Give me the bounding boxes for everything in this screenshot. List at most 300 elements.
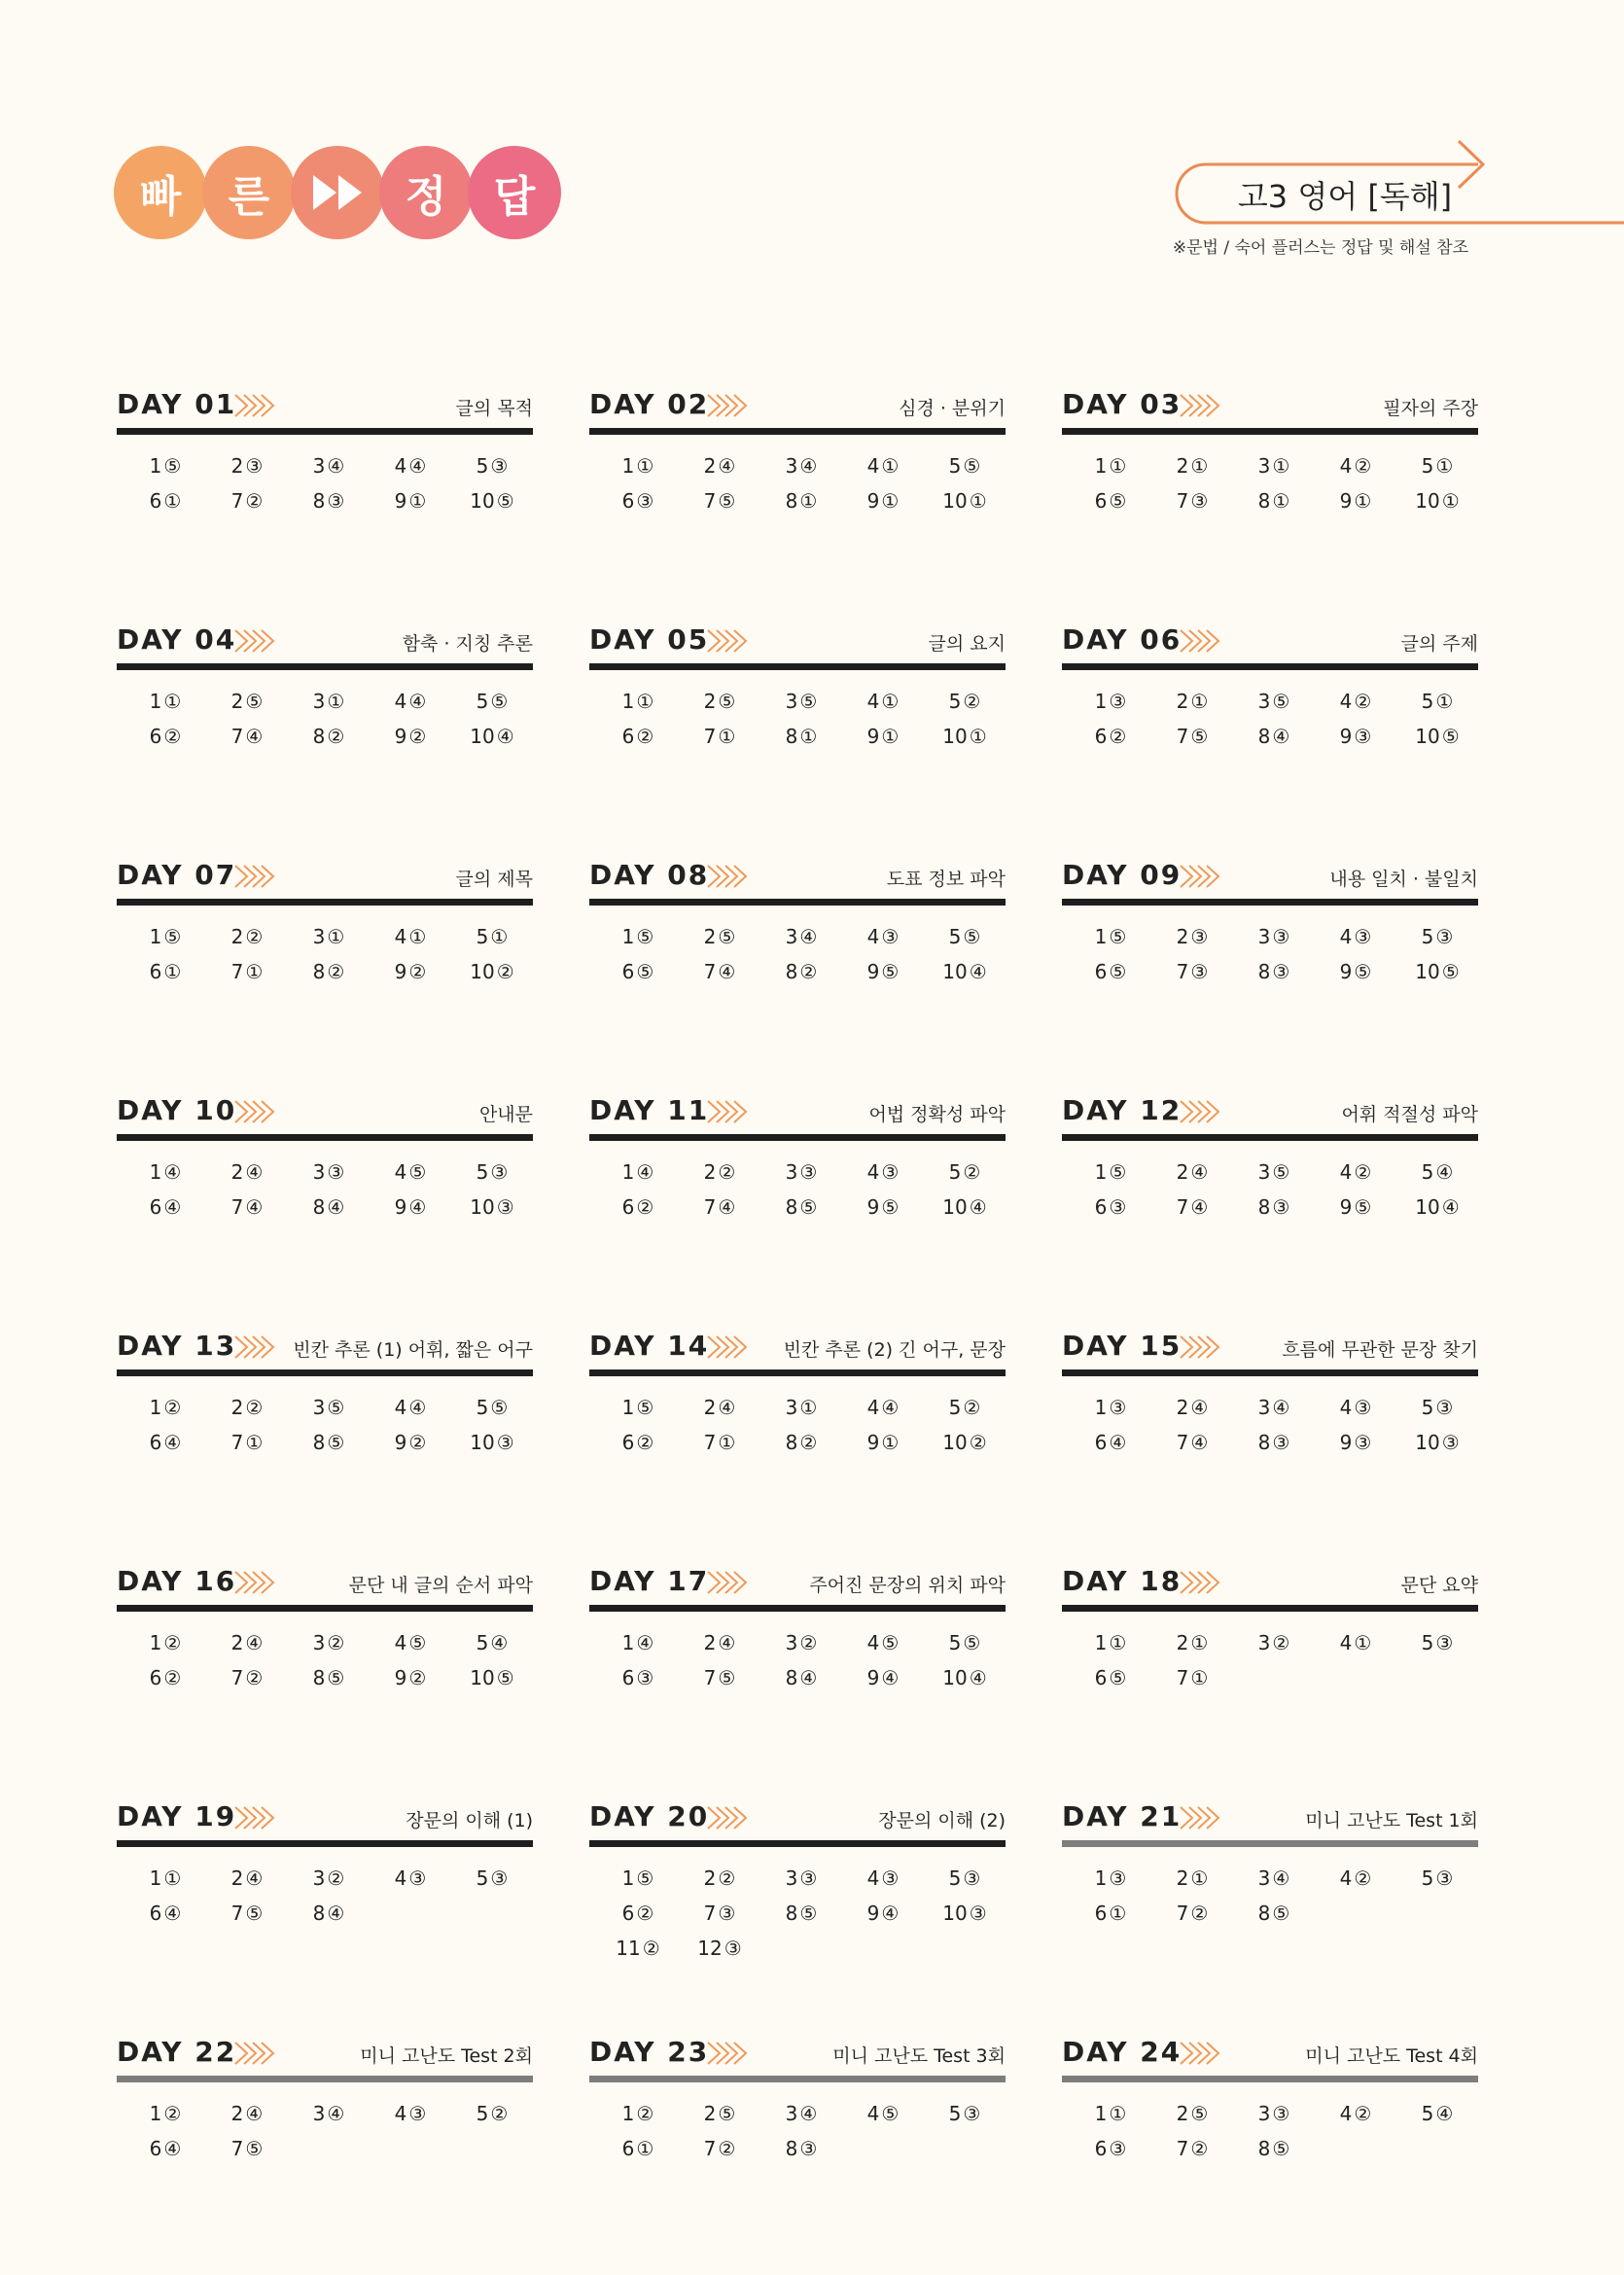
question-number: 6 bbox=[621, 1902, 635, 1925]
answer-choice: ① bbox=[1272, 489, 1290, 513]
answer-choice: ④ bbox=[408, 1195, 427, 1219]
answer-item bbox=[760, 690, 842, 713]
answer-item bbox=[1396, 2102, 1478, 2125]
answer-choice: ③ bbox=[1190, 925, 1209, 948]
day-header bbox=[589, 1796, 1006, 1839]
answer-choice: ③ bbox=[327, 1160, 345, 1184]
answer-item bbox=[924, 1160, 1006, 1184]
day-label: DAY 18 bbox=[1062, 1565, 1183, 1597]
answer-list bbox=[1062, 1160, 1478, 1219]
answer-item bbox=[842, 960, 924, 983]
question-number: 2 bbox=[1176, 925, 1189, 948]
answer-choice: ④ bbox=[969, 1195, 987, 1219]
answer-item bbox=[924, 960, 1006, 983]
answer-choice: ① bbox=[881, 489, 900, 513]
day-header bbox=[1062, 1561, 1478, 1604]
answer-item bbox=[1070, 1160, 1151, 1184]
day-topic: 내용 일치 · 불일치 bbox=[1329, 869, 1478, 890]
day-topic: 미니 고난도 Test 3회 bbox=[832, 2045, 1006, 2067]
answer-choice: ③ bbox=[1190, 489, 1209, 513]
answer-choice: ③ bbox=[1109, 690, 1127, 713]
answer-item bbox=[924, 1631, 1006, 1654]
answer-choice: ⑤ bbox=[1272, 1160, 1290, 1184]
question-number: 2 bbox=[230, 454, 244, 478]
day-topic: 함축 · 지칭 추론 bbox=[402, 633, 533, 655]
day-label: DAY 02 bbox=[589, 388, 710, 420]
divider bbox=[117, 1134, 533, 1141]
divider bbox=[1062, 1134, 1478, 1141]
subject-badge bbox=[1167, 159, 1624, 223]
answer-choice: ① bbox=[1109, 2102, 1127, 2125]
answer-choice: ② bbox=[490, 2102, 509, 2125]
chevron-arrows-icon bbox=[1179, 2040, 1225, 2067]
answer-choice: ④ bbox=[881, 1396, 900, 1419]
answer-list bbox=[589, 2102, 1006, 2160]
question-number: 2 bbox=[703, 1160, 717, 1184]
answer-item bbox=[679, 690, 760, 713]
question-number: 3 bbox=[312, 1396, 326, 1419]
answer-choice: ⑤ bbox=[245, 1902, 264, 1925]
question-number: 7 bbox=[230, 1666, 244, 1689]
question-number: 10 bbox=[470, 725, 495, 748]
question-number: 5 bbox=[948, 1866, 962, 1890]
answer-choice: ③ bbox=[1272, 2102, 1290, 2125]
answer-item bbox=[1151, 2137, 1233, 2160]
divider bbox=[117, 1605, 533, 1612]
answer-choice: ③ bbox=[490, 1160, 509, 1184]
answer-choice: ② bbox=[496, 960, 514, 983]
title-circle: 답 bbox=[468, 146, 561, 239]
answer-item bbox=[924, 1866, 1006, 1890]
answer-choice: ⑤ bbox=[1190, 2102, 1209, 2125]
answer-list bbox=[1062, 1866, 1478, 1925]
question-number: 7 bbox=[230, 725, 244, 748]
question-number: 7 bbox=[1176, 1902, 1189, 1925]
answer-item bbox=[760, 1431, 842, 1454]
question-number: 6 bbox=[1094, 1902, 1108, 1925]
day-label: DAY 20 bbox=[589, 1800, 710, 1832]
answer-item bbox=[124, 2102, 206, 2125]
answer-item bbox=[842, 1195, 924, 1219]
answer-item bbox=[288, 1666, 370, 1689]
answer-item bbox=[1070, 725, 1151, 748]
answer-item bbox=[1151, 690, 1233, 713]
day-block bbox=[117, 2032, 533, 2160]
answer-choice: ③ bbox=[1354, 1396, 1372, 1419]
question-number: 5 bbox=[1421, 454, 1434, 478]
question-number: 9 bbox=[1339, 960, 1353, 983]
day-block bbox=[589, 1326, 1006, 1454]
answer-choice: ⑤ bbox=[163, 925, 182, 948]
answer-item bbox=[760, 925, 842, 948]
answer-choice: ① bbox=[490, 925, 509, 948]
question-number: 10 bbox=[470, 1431, 495, 1454]
answer-item bbox=[924, 2102, 1006, 2125]
day-header bbox=[589, 620, 1006, 662]
answer-choice: ① bbox=[1435, 690, 1454, 713]
answer-choice: ④ bbox=[496, 725, 514, 748]
question-number: 2 bbox=[703, 690, 717, 713]
divider bbox=[1062, 663, 1478, 670]
chevron-arrows-icon bbox=[706, 392, 753, 419]
question-number: 2 bbox=[230, 2102, 244, 2125]
answer-item bbox=[597, 1866, 679, 1890]
answer-item bbox=[1396, 489, 1478, 513]
answer-choice: ② bbox=[969, 1431, 987, 1454]
day-header bbox=[117, 1326, 533, 1369]
question-number: 9 bbox=[1339, 1195, 1353, 1219]
answer-item bbox=[1396, 1866, 1478, 1890]
question-number: 2 bbox=[1176, 1396, 1189, 1419]
day-block bbox=[1062, 1326, 1478, 1454]
day-header bbox=[589, 2032, 1006, 2075]
answer-item bbox=[206, 2137, 288, 2160]
answer-choice: ⑤ bbox=[799, 690, 818, 713]
answer-item bbox=[1070, 1902, 1151, 1925]
answer-choice: ④ bbox=[1272, 1866, 1290, 1890]
question-number: 1 bbox=[1094, 1631, 1108, 1654]
question-number: 2 bbox=[230, 1631, 244, 1654]
answer-choice: ④ bbox=[408, 1396, 427, 1419]
answer-item bbox=[760, 960, 842, 983]
answer-choice: ⑤ bbox=[496, 1666, 514, 1689]
day-label: DAY 12 bbox=[1062, 1094, 1183, 1126]
question-number: 2 bbox=[230, 925, 244, 948]
day-block bbox=[117, 1561, 533, 1689]
answer-item bbox=[1233, 454, 1315, 478]
answer-choice: ② bbox=[327, 1866, 345, 1890]
answer-choice: ③ bbox=[1354, 725, 1372, 748]
question-number: 4 bbox=[866, 1396, 880, 1419]
answer-item bbox=[1396, 1631, 1478, 1654]
answer-choice: ⑤ bbox=[1441, 960, 1460, 983]
divider bbox=[117, 2076, 533, 2082]
answer-choice: ① bbox=[1190, 1866, 1209, 1890]
day-header bbox=[1062, 620, 1478, 662]
answer-choice: ⑤ bbox=[408, 1631, 427, 1654]
day-block bbox=[1062, 1796, 1478, 1925]
question-number: 3 bbox=[785, 454, 798, 478]
answer-item bbox=[1151, 489, 1233, 513]
day-topic: 글의 주제 bbox=[1400, 633, 1478, 655]
answer-item bbox=[924, 1666, 1006, 1689]
answer-item bbox=[206, 1631, 288, 1654]
question-number: 8 bbox=[785, 725, 798, 748]
answer-item bbox=[1151, 1631, 1233, 1654]
divider bbox=[1062, 899, 1478, 906]
day-header bbox=[117, 1090, 533, 1133]
answer-choice: ④ bbox=[163, 2137, 182, 2160]
answer-item bbox=[1233, 1902, 1315, 1925]
question-number: 9 bbox=[394, 489, 407, 513]
answer-item bbox=[124, 489, 206, 513]
day-header bbox=[1062, 1090, 1478, 1133]
answer-item bbox=[451, 1666, 533, 1689]
answer-choice: ④ bbox=[1441, 1195, 1460, 1219]
answer-choice: ⑤ bbox=[718, 690, 736, 713]
day-label: DAY 22 bbox=[117, 2036, 237, 2068]
question-number: 5 bbox=[1421, 1160, 1434, 1184]
answer-item bbox=[924, 725, 1006, 748]
chevron-arrows-icon bbox=[233, 1333, 280, 1361]
answer-choice: ④ bbox=[881, 1902, 900, 1925]
answer-item bbox=[451, 1866, 533, 1890]
answer-item bbox=[288, 489, 370, 513]
reference-note: ※문법 / 숙어 플러스는 정답 및 해설 참조 bbox=[1172, 238, 1468, 258]
answer-list bbox=[589, 454, 1006, 513]
question-number: 5 bbox=[948, 925, 962, 948]
answer-item bbox=[842, 1866, 924, 1890]
day-topic: 문단 내 글의 순서 파악 bbox=[348, 1575, 533, 1596]
answer-item bbox=[1233, 1160, 1315, 1184]
day-header bbox=[1062, 1796, 1478, 1839]
answer-item bbox=[1233, 1866, 1315, 1890]
answer-item bbox=[679, 1431, 760, 1454]
day-block bbox=[1062, 1090, 1478, 1219]
answer-item bbox=[1396, 725, 1478, 748]
answer-choice: ④ bbox=[1435, 2102, 1454, 2125]
answer-choice: ② bbox=[327, 960, 345, 983]
answer-choice: ③ bbox=[496, 1431, 514, 1454]
divider bbox=[589, 1605, 1006, 1612]
question-number: 8 bbox=[312, 960, 326, 983]
answer-choice: ⑤ bbox=[963, 1631, 981, 1654]
question-number: 8 bbox=[312, 1902, 326, 1925]
answer-item bbox=[924, 925, 1006, 948]
answer-item bbox=[1151, 1902, 1233, 1925]
chevron-arrows-icon bbox=[233, 863, 280, 890]
question-number: 5 bbox=[476, 690, 489, 713]
answer-item bbox=[1233, 960, 1315, 983]
day-topic: 장문의 이해 (2) bbox=[878, 1810, 1006, 1831]
question-number: 3 bbox=[785, 690, 798, 713]
answer-item bbox=[451, 1396, 533, 1419]
question-number: 1 bbox=[1094, 1866, 1108, 1890]
day-header bbox=[117, 1796, 533, 1839]
day-block bbox=[589, 620, 1006, 748]
question-number: 7 bbox=[703, 1195, 717, 1219]
answer-item bbox=[370, 1396, 451, 1419]
question-number: 7 bbox=[1176, 489, 1189, 513]
answer-choice: ④ bbox=[1190, 1431, 1209, 1454]
answer-choice: ② bbox=[1354, 454, 1372, 478]
answer-choice: ① bbox=[327, 925, 345, 948]
question-number: 10 bbox=[942, 1902, 968, 1925]
question-number: 2 bbox=[703, 454, 717, 478]
question-number: 9 bbox=[394, 960, 407, 983]
answer-choice: ② bbox=[636, 2102, 654, 2125]
question-number: 9 bbox=[866, 489, 880, 513]
answer-item bbox=[451, 1160, 533, 1184]
question-number: 1 bbox=[1094, 1396, 1108, 1419]
question-number: 3 bbox=[785, 925, 798, 948]
answer-item bbox=[842, 489, 924, 513]
day-label: DAY 11 bbox=[589, 1094, 710, 1126]
answer-choice: ④ bbox=[245, 1866, 264, 1890]
answer-item bbox=[679, 1396, 760, 1419]
answer-list bbox=[1062, 1631, 1478, 1689]
day-label: DAY 06 bbox=[1062, 623, 1183, 656]
answer-item bbox=[1233, 1195, 1315, 1219]
answer-choice: ① bbox=[1109, 454, 1127, 478]
answer-choice: ④ bbox=[163, 1195, 182, 1219]
answer-list bbox=[117, 2102, 533, 2160]
answer-item bbox=[1233, 489, 1315, 513]
answer-item bbox=[760, 1902, 842, 1925]
question-number: 9 bbox=[394, 1666, 407, 1689]
question-number: 9 bbox=[866, 960, 880, 983]
day-header bbox=[1062, 2032, 1478, 2075]
answer-item bbox=[1315, 1396, 1396, 1419]
question-number: 4 bbox=[866, 690, 880, 713]
answer-choice: ④ bbox=[245, 1160, 264, 1184]
question-number: 4 bbox=[394, 1631, 407, 1654]
answer-choice: ② bbox=[245, 1666, 264, 1689]
question-number: 4 bbox=[1339, 1631, 1353, 1654]
answer-choice: ④ bbox=[408, 454, 427, 478]
day-topic: 안내문 bbox=[478, 1104, 533, 1125]
answer-choice: ④ bbox=[1190, 1160, 1209, 1184]
answer-choice: ① bbox=[245, 960, 264, 983]
answer-item bbox=[1396, 1195, 1478, 1219]
day-topic: 어법 정확성 파악 bbox=[868, 1104, 1006, 1125]
answer-choice: ④ bbox=[490, 1631, 509, 1654]
day-label: DAY 01 bbox=[117, 388, 237, 420]
answer-choice: ⑤ bbox=[408, 1160, 427, 1184]
chevron-arrows-icon bbox=[1179, 1804, 1225, 1831]
question-number: 10 bbox=[1415, 489, 1440, 513]
answer-choice: ⑤ bbox=[245, 690, 264, 713]
question-number: 6 bbox=[149, 725, 162, 748]
answer-choice: ① bbox=[1190, 1631, 1209, 1654]
day-block bbox=[117, 620, 533, 748]
answer-choice: ① bbox=[163, 489, 182, 513]
answer-choice: ⑤ bbox=[1272, 690, 1290, 713]
answer-item bbox=[679, 1666, 760, 1689]
question-number: 2 bbox=[703, 1396, 717, 1419]
answer-item bbox=[679, 925, 760, 948]
question-number: 1 bbox=[149, 454, 162, 478]
chevron-arrows-icon bbox=[233, 1569, 280, 1596]
answer-item bbox=[1315, 690, 1396, 713]
question-number: 10 bbox=[470, 1666, 495, 1689]
answer-list bbox=[117, 690, 533, 748]
question-number: 3 bbox=[1257, 1396, 1271, 1419]
question-number: 12 bbox=[697, 1937, 723, 1960]
chevron-arrows-icon bbox=[233, 1098, 280, 1125]
question-number: 4 bbox=[866, 2102, 880, 2125]
divider bbox=[589, 2076, 1006, 2082]
answer-item bbox=[1315, 1431, 1396, 1454]
answer-item bbox=[451, 725, 533, 748]
answer-item bbox=[206, 1396, 288, 1419]
day-label: DAY 17 bbox=[589, 1565, 710, 1597]
answer-item bbox=[370, 1631, 451, 1654]
answer-list bbox=[1062, 925, 1478, 983]
question-number: 2 bbox=[703, 1866, 717, 1890]
question-number: 4 bbox=[394, 2102, 407, 2125]
answer-item bbox=[1070, 1431, 1151, 1454]
answer-item bbox=[370, 690, 451, 713]
answer-choice: ② bbox=[1354, 1866, 1372, 1890]
question-number: 7 bbox=[703, 1431, 717, 1454]
answer-choice: ③ bbox=[636, 489, 654, 513]
answer-choice: ① bbox=[408, 925, 427, 948]
question-number: 9 bbox=[866, 1431, 880, 1454]
answer-item bbox=[206, 1431, 288, 1454]
answer-item bbox=[760, 1866, 842, 1890]
question-number: 6 bbox=[149, 2137, 162, 2160]
answer-choice: ① bbox=[799, 725, 818, 748]
answer-choice: ③ bbox=[963, 2102, 981, 2125]
question-number: 5 bbox=[476, 2102, 489, 2125]
day-topic: 미니 고난도 Test 4회 bbox=[1305, 2045, 1478, 2067]
answer-item bbox=[206, 690, 288, 713]
answer-choice: ② bbox=[1109, 725, 1127, 748]
question-number: 3 bbox=[312, 1631, 326, 1654]
divider bbox=[117, 1369, 533, 1376]
answer-item bbox=[451, 489, 533, 513]
day-block bbox=[117, 1326, 533, 1454]
question-number: 8 bbox=[1257, 1902, 1271, 1925]
day-block bbox=[117, 855, 533, 983]
question-number: 7 bbox=[1176, 960, 1189, 983]
answer-item bbox=[370, 454, 451, 478]
answer-item bbox=[1151, 725, 1233, 748]
answer-item bbox=[370, 960, 451, 983]
answer-item bbox=[1151, 1866, 1233, 1890]
answer-choice: ② bbox=[1190, 2137, 1209, 2160]
question-number: 2 bbox=[230, 1396, 244, 1419]
answer-item bbox=[1233, 1396, 1315, 1419]
answer-item bbox=[1396, 454, 1478, 478]
answer-choice: ⑤ bbox=[490, 1396, 509, 1419]
answer-choice: ② bbox=[963, 1396, 981, 1419]
answer-choice: ④ bbox=[245, 1195, 264, 1219]
answer-choice: ② bbox=[636, 725, 654, 748]
question-number: 3 bbox=[312, 454, 326, 478]
day-header bbox=[1062, 855, 1478, 898]
answer-list bbox=[589, 925, 1006, 983]
day-block bbox=[117, 1090, 533, 1219]
answer-choice: ④ bbox=[1435, 1160, 1454, 1184]
answer-item bbox=[124, 1195, 206, 1219]
day-block bbox=[589, 855, 1006, 983]
day-block bbox=[117, 1796, 533, 1925]
answer-item bbox=[124, 454, 206, 478]
answer-item bbox=[1233, 690, 1315, 713]
answer-choice: ④ bbox=[163, 1160, 182, 1184]
question-number: 5 bbox=[948, 1396, 962, 1419]
answer-choice: ② bbox=[718, 1866, 736, 1890]
question-number: 9 bbox=[394, 1431, 407, 1454]
chevron-arrows-icon bbox=[1179, 1569, 1225, 1596]
question-number: 7 bbox=[1176, 1666, 1189, 1689]
answer-item bbox=[760, 1396, 842, 1419]
question-number: 10 bbox=[1415, 725, 1440, 748]
answer-list bbox=[589, 1160, 1006, 1219]
question-number: 10 bbox=[1415, 960, 1440, 983]
question-number: 5 bbox=[948, 454, 962, 478]
answer-item bbox=[597, 1195, 679, 1219]
question-number: 10 bbox=[1415, 1431, 1440, 1454]
question-number: 8 bbox=[312, 1431, 326, 1454]
day-header bbox=[589, 1090, 1006, 1133]
answer-choice: ④ bbox=[969, 1666, 987, 1689]
answer-choice: ③ bbox=[1435, 1631, 1454, 1654]
question-number: 7 bbox=[1176, 1195, 1189, 1219]
answer-choice: ③ bbox=[881, 1160, 900, 1184]
